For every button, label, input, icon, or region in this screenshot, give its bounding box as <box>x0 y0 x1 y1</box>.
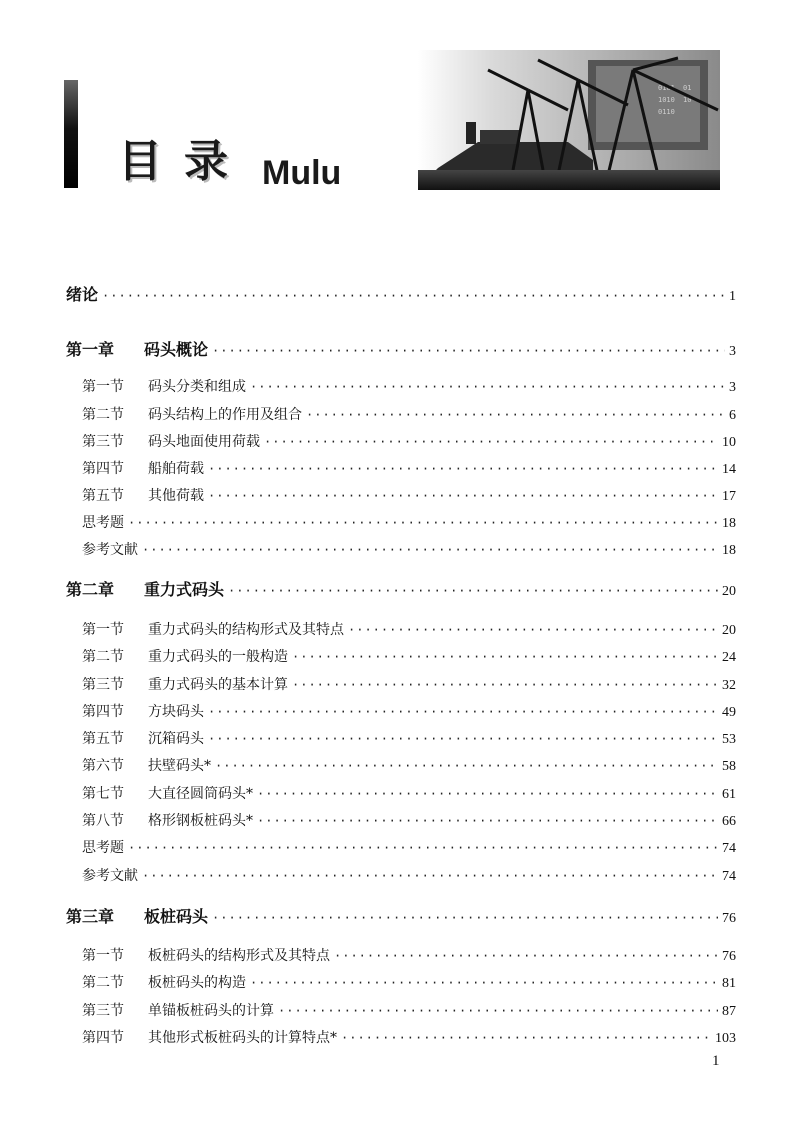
section-number: 第四节 <box>82 704 124 720</box>
toc-section-entry <box>82 946 736 967</box>
dot-leader <box>208 486 718 506</box>
toc-section-entry <box>82 540 736 561</box>
toc-entry-label <box>66 285 98 305</box>
dot-leader <box>212 341 725 361</box>
svg-text:01: 01 <box>683 84 692 92</box>
toc-page-number: 74 <box>722 869 736 884</box>
section-title: 思考题 <box>82 515 124 531</box>
section-number: 第一节 <box>82 948 124 964</box>
dot-leader <box>278 1001 718 1021</box>
toc-page-number: 103 <box>715 1031 736 1046</box>
toc-entry-label <box>82 1028 337 1048</box>
toc-page-number: 14 <box>722 462 736 477</box>
toc-page-number: 18 <box>722 516 736 531</box>
toc-section-entry <box>82 866 736 887</box>
toc-page-number: 6 <box>729 408 736 423</box>
toc-page-number: 24 <box>722 650 736 665</box>
dot-leader <box>257 811 718 831</box>
port-crane-photo <box>418 50 720 190</box>
toc-entry-label <box>82 756 211 776</box>
toc-entry-label <box>82 675 288 695</box>
toc-entry-label <box>82 540 138 560</box>
chapter-number: 第三章 <box>66 907 115 926</box>
toc-section-entry <box>82 620 736 641</box>
dot-leader <box>142 866 718 886</box>
toc-section-entry <box>82 459 736 480</box>
toc-page-number: 32 <box>722 678 736 693</box>
toc-section-entry <box>82 377 736 398</box>
title-accent-bar <box>64 80 78 188</box>
dot-leader <box>208 729 718 749</box>
svg-text:0101: 0101 <box>658 84 675 92</box>
toc-page-number: 20 <box>722 584 736 599</box>
toc-entry-label <box>82 702 204 722</box>
toc-chapter-entry <box>66 580 736 602</box>
dot-leader <box>228 581 718 601</box>
toc-page-number: 81 <box>722 976 736 991</box>
svg-text:0110: 0110 <box>658 108 675 116</box>
toc-entry-label <box>82 1001 274 1021</box>
toc-section-entry <box>82 1028 736 1049</box>
dot-leader <box>250 973 718 993</box>
toc-page-number: 58 <box>722 759 736 774</box>
toc-section-entry <box>82 729 736 750</box>
section-title: 码头分类和组成 <box>148 379 246 395</box>
chapter-title: 重力式码头 <box>144 580 225 599</box>
page-number: 1 <box>712 1053 720 1069</box>
section-title: 沉箱码头 <box>148 731 204 747</box>
toc-entry-label <box>82 838 124 858</box>
chapter-title: 绪论 <box>66 285 99 304</box>
chapter-number: 第一章 <box>66 340 115 359</box>
toc-page-number: 17 <box>722 489 736 504</box>
toc-section-entry <box>82 702 736 723</box>
toc-page-number: 18 <box>722 543 736 558</box>
dot-leader <box>250 377 725 397</box>
toc-entry-label <box>66 580 224 600</box>
section-number: 第三节 <box>82 677 124 693</box>
dot-leader <box>212 908 718 928</box>
section-title: 参考文献 <box>82 868 138 884</box>
toc-page-number: 1 <box>729 289 736 304</box>
section-number: 第二节 <box>82 975 124 991</box>
section-title: 参考文献 <box>82 542 138 558</box>
toc-page-number: 20 <box>722 623 736 638</box>
toc-entry-label <box>82 486 204 506</box>
toc-chapter-entry <box>66 907 736 929</box>
dot-leader <box>292 675 718 695</box>
toc-entry-label <box>82 973 246 993</box>
dot-leader <box>264 432 718 452</box>
toc-chapter-entry <box>66 340 736 362</box>
toc-entry-label <box>82 513 124 533</box>
toc-page-number: 87 <box>722 1004 736 1019</box>
chapter-title: 码头概论 <box>144 340 209 359</box>
toc-section-entry <box>82 973 736 994</box>
toc-section-entry <box>82 784 736 805</box>
toc-entry-label <box>82 377 246 397</box>
section-title: 格形钢板桩码头* <box>148 813 253 829</box>
section-title: 其他荷载 <box>148 488 204 504</box>
toc-page-number: 49 <box>722 705 736 720</box>
toc-entry-label <box>82 405 302 425</box>
dot-leader <box>128 513 718 533</box>
toc-entry-label <box>82 784 253 804</box>
toc-section-entry <box>82 405 736 426</box>
toc-page-number: 66 <box>722 814 736 829</box>
dot-leader <box>306 405 725 425</box>
toc-entry-label <box>82 620 344 640</box>
section-title: 重力式码头的基本计算 <box>148 677 288 693</box>
toc-page-number: 10 <box>722 435 736 450</box>
section-number: 第四节 <box>82 1030 124 1046</box>
section-title: 方块码头 <box>148 704 204 720</box>
toc-section-entry <box>82 675 736 696</box>
dot-leader <box>208 702 718 722</box>
section-title: 大直径圆筒码头* <box>148 786 253 802</box>
toc-page-number: 3 <box>729 380 736 395</box>
section-title: 板桩码头的构造 <box>148 975 246 991</box>
toc-section-entry <box>82 838 736 859</box>
svg-text:1010: 1010 <box>658 96 675 104</box>
section-title: 扶壁码头* <box>148 758 211 774</box>
svg-text:10: 10 <box>683 96 692 104</box>
toc-entry-label <box>66 340 208 360</box>
toc-entry-label <box>82 811 253 831</box>
toc-entry-label <box>82 729 204 749</box>
chapter-title: 板桩码头 <box>144 907 209 926</box>
toc-page-number: 3 <box>729 344 736 359</box>
page-title-chinese: 目录 <box>118 136 250 187</box>
toc-section-entry <box>82 1001 736 1022</box>
dot-leader <box>292 647 718 667</box>
dot-leader <box>215 756 718 776</box>
section-number: 第五节 <box>82 731 124 747</box>
section-title: 船舶荷载 <box>148 461 204 477</box>
toc-section-entry <box>82 486 736 507</box>
section-number: 第六节 <box>82 758 124 774</box>
section-number: 第四节 <box>82 461 124 477</box>
toc-entry-label <box>66 907 208 927</box>
section-number: 第三节 <box>82 1003 124 1019</box>
section-number: 第一节 <box>82 379 124 395</box>
section-title: 码头结构上的作用及组合 <box>148 407 302 423</box>
section-number: 第一节 <box>82 622 124 638</box>
toc-page-number: 76 <box>722 949 736 964</box>
section-title: 码头地面使用荷载 <box>148 434 260 450</box>
dot-leader <box>102 286 725 306</box>
section-title: 其他形式板桩码头的计算特点* <box>148 1030 337 1046</box>
section-number: 第二节 <box>82 649 124 665</box>
toc-entry-label <box>82 866 138 886</box>
toc-page-number: 74 <box>722 841 736 856</box>
section-number: 第二节 <box>82 407 124 423</box>
toc-entry-label <box>82 946 330 966</box>
toc-section-entry <box>82 756 736 777</box>
section-title: 思考题 <box>82 840 124 856</box>
toc-page-number: 53 <box>722 732 736 747</box>
toc-section-entry <box>82 513 736 534</box>
toc-section-entry <box>82 811 736 832</box>
page-header <box>0 0 790 240</box>
toc-chapter-entry <box>66 285 736 307</box>
dot-leader <box>334 946 718 966</box>
section-number: 第八节 <box>82 813 124 829</box>
dot-leader <box>348 620 718 640</box>
section-title: 重力式码头的一般构造 <box>148 649 288 665</box>
dot-leader <box>257 784 718 804</box>
page-title-pinyin: Mulu <box>262 154 342 192</box>
section-title: 板桩码头的结构形式及其特点 <box>148 948 330 964</box>
dot-leader <box>208 459 718 479</box>
section-title: 重力式码头的结构形式及其特点 <box>148 622 344 638</box>
dot-leader <box>128 838 718 858</box>
toc-entry-label <box>82 432 260 452</box>
toc-page-number: 76 <box>722 911 736 926</box>
toc-section-entry <box>82 432 736 453</box>
section-number: 第七节 <box>82 786 124 802</box>
section-number: 第三节 <box>82 434 124 450</box>
toc-entry-label <box>82 647 288 667</box>
section-number: 第五节 <box>82 488 124 504</box>
dot-leader <box>142 540 718 560</box>
toc-section-entry <box>82 647 736 668</box>
toc-page-number: 61 <box>722 787 736 802</box>
chapter-number: 第二章 <box>66 580 115 599</box>
section-title: 单锚板桩码头的计算 <box>148 1003 274 1019</box>
dot-leader <box>341 1028 711 1048</box>
toc-entry-label <box>82 459 204 479</box>
